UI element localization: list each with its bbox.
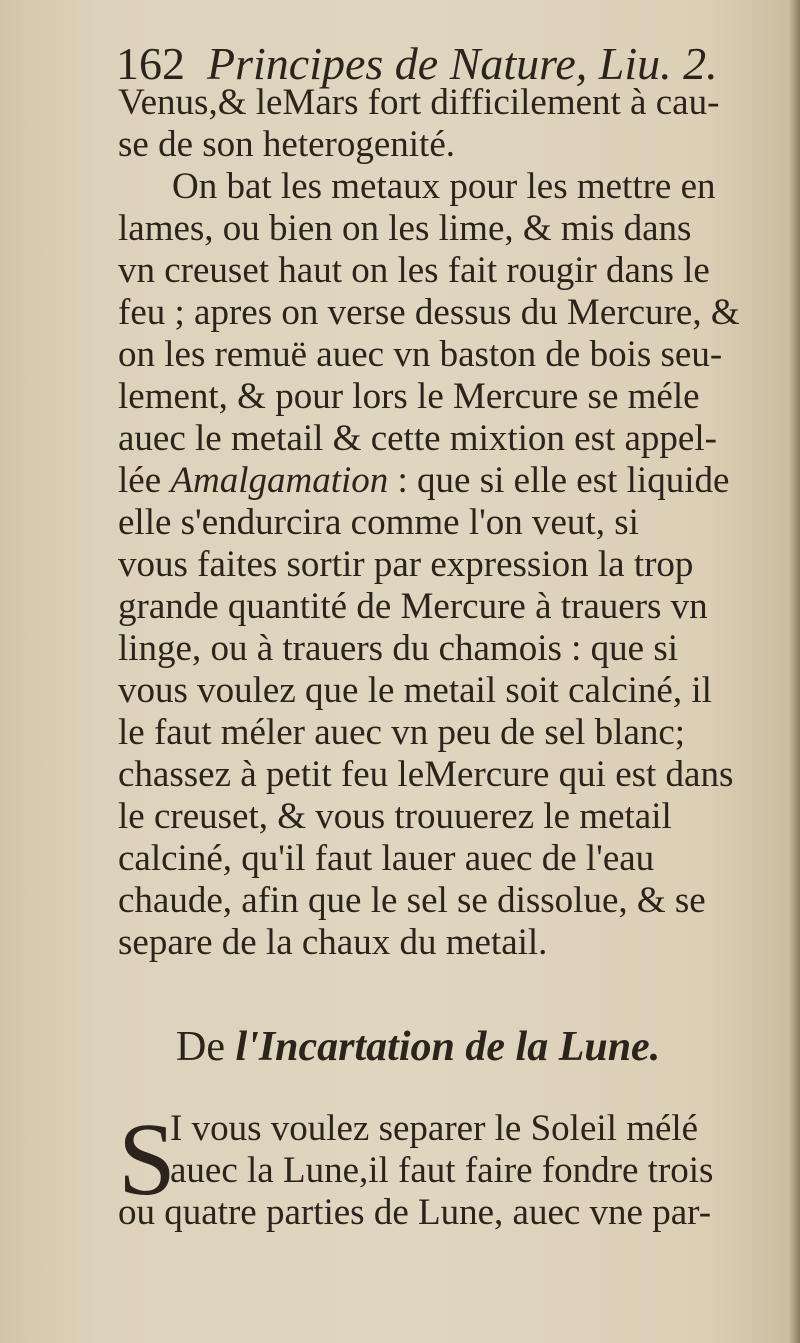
- text-line: [118, 460, 729, 502]
- text-line: auec la Lune,il faut faire fondre trois: [170, 1150, 714, 1191]
- text-line: on les remuë auec vn baston de bois seu-: [118, 334, 723, 375]
- text-line: vn creuset haut on les fait rougir dans le: [118, 250, 710, 291]
- text-line: feu ; apres on verse dessus du Mercure, &: [118, 292, 740, 333]
- text-line: se de son heterogenité.: [118, 124, 455, 165]
- text-line: ou quatre parties de Lune, auec vne par-: [118, 1192, 712, 1233]
- text-line: Venus,& leMars fort difficilement à cau-: [118, 82, 720, 123]
- text-line: vous faites sortir par expression la trop: [118, 544, 694, 585]
- text-line: le creuset, & vous trouuerez le metail: [118, 796, 672, 837]
- book-spine-edge: [790, 0, 800, 1343]
- section-heading-title: l'Incartation de la Lune.: [235, 1024, 661, 1070]
- text-line: chaude, afin que le sel se dissolue, & se: [118, 880, 706, 921]
- drop-cap: S: [118, 1102, 176, 1217]
- text-line: I vous voulez separer le Soleil mélé: [170, 1108, 699, 1149]
- text-line: chassez à petit feu leMercure qui est dans: [118, 754, 734, 795]
- text-fragment: lée: [118, 460, 171, 501]
- text-line: grande quantité de Mercure à trauers vn: [118, 586, 708, 627]
- text-line: auec le metail & cette mixtion est appel-: [118, 418, 717, 459]
- section-heading: [176, 1022, 660, 1072]
- text-line: vous voulez que le metail soit calciné, il: [118, 670, 712, 711]
- section-heading-prefix: De: [176, 1024, 236, 1070]
- text-line: linge, ou à trauers du chamois : que si: [118, 628, 679, 669]
- text-fragment: : que si elle est liquide: [388, 460, 730, 501]
- text-line: lames, ou bien on les lime, & mis dans: [118, 208, 692, 249]
- page-number: 162: [116, 38, 185, 89]
- text-line: lement, & pour lors le Mercure se méle: [118, 376, 700, 417]
- text-line: elle s'endurcira comme l'on veut, si: [118, 502, 639, 543]
- text-line: le faut méler auec vn peu de sel blanc;: [118, 712, 686, 753]
- text-line: calciné, qu'il faut lauer auec de l'eau: [118, 838, 655, 879]
- emphasis-amalgamation: Amalgamation: [170, 460, 389, 501]
- running-title: Principes de Nature, Liu. 2.: [207, 38, 718, 89]
- text-line: separe de la chaux du metail.: [118, 922, 548, 963]
- text-line: On bat les metaux pour les mettre en: [172, 166, 716, 207]
